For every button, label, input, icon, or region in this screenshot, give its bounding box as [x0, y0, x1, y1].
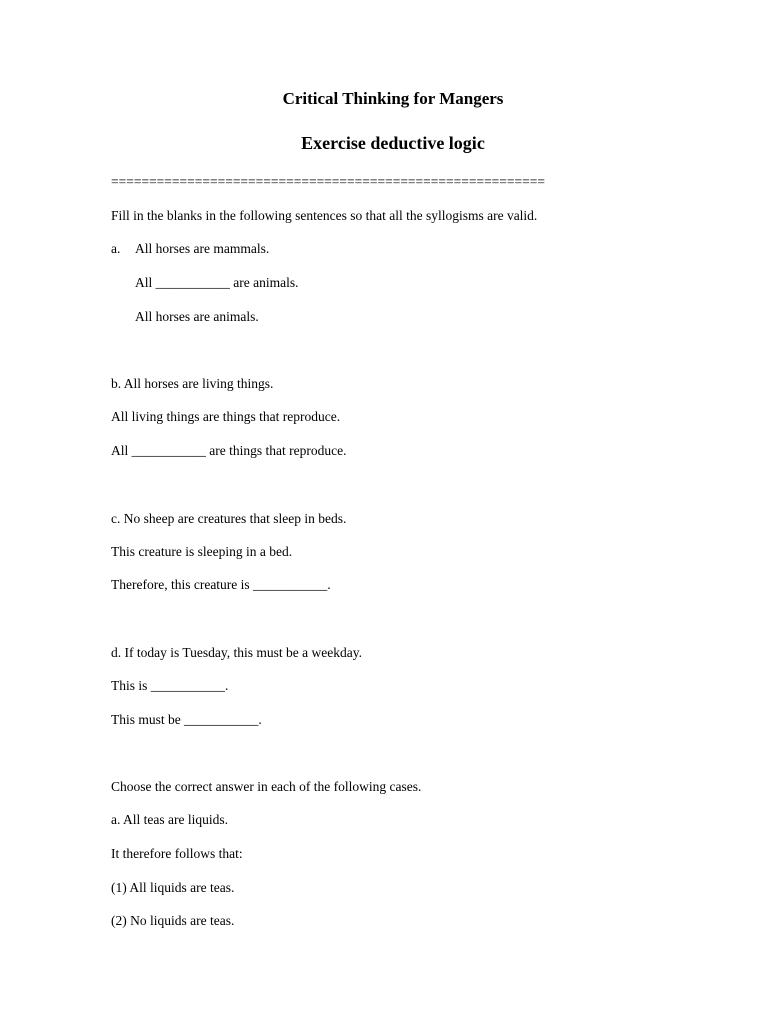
choice-a-option-1: (1) All liquids are teas.	[111, 880, 235, 895]
item-c-line-2: This creature is sleeping in a bed.	[111, 544, 293, 559]
divider-line: =========================================================	[111, 174, 545, 189]
item-d-line-3: This must be ___________.	[111, 712, 262, 727]
item-b-line-2: All living things are things that reproduce.	[111, 409, 341, 424]
choice-a-line-1: a. All teas are liquids.	[111, 812, 228, 827]
item-a-line-2: All ___________ are animals.	[135, 275, 299, 290]
choice-a-option-2: (2) No liquids are teas.	[111, 913, 235, 928]
document-title: Critical Thinking for Mangers	[282, 89, 504, 108]
item-a-marker: a.	[111, 241, 121, 256]
section1-instruction: Fill in the blanks in the following sentences so that all the syllogisms are valid.	[111, 208, 538, 223]
item-d-line-1: d. If today is Tuesday, this must be a weekday.	[111, 645, 362, 660]
choice-a-line-2: It therefore follows that:	[111, 846, 243, 861]
item-c-line-3: Therefore, this creature is ___________.	[111, 577, 331, 592]
item-b-line-1: b. All horses are living things.	[111, 376, 274, 391]
section2-instruction: Choose the correct answer in each of the following cases.	[111, 779, 422, 794]
document-subtitle: Exercise deductive logic	[301, 133, 485, 153]
item-a-line-1: All horses are mammals.	[135, 241, 270, 256]
item-b-line-3: All ___________ are things that reproduce.	[111, 443, 347, 458]
item-d-line-2: This is ___________.	[111, 678, 229, 693]
item-c-line-1: c. No sheep are creatures that sleep in beds.	[111, 511, 347, 526]
item-a-line-3: All horses are animals.	[135, 309, 259, 324]
